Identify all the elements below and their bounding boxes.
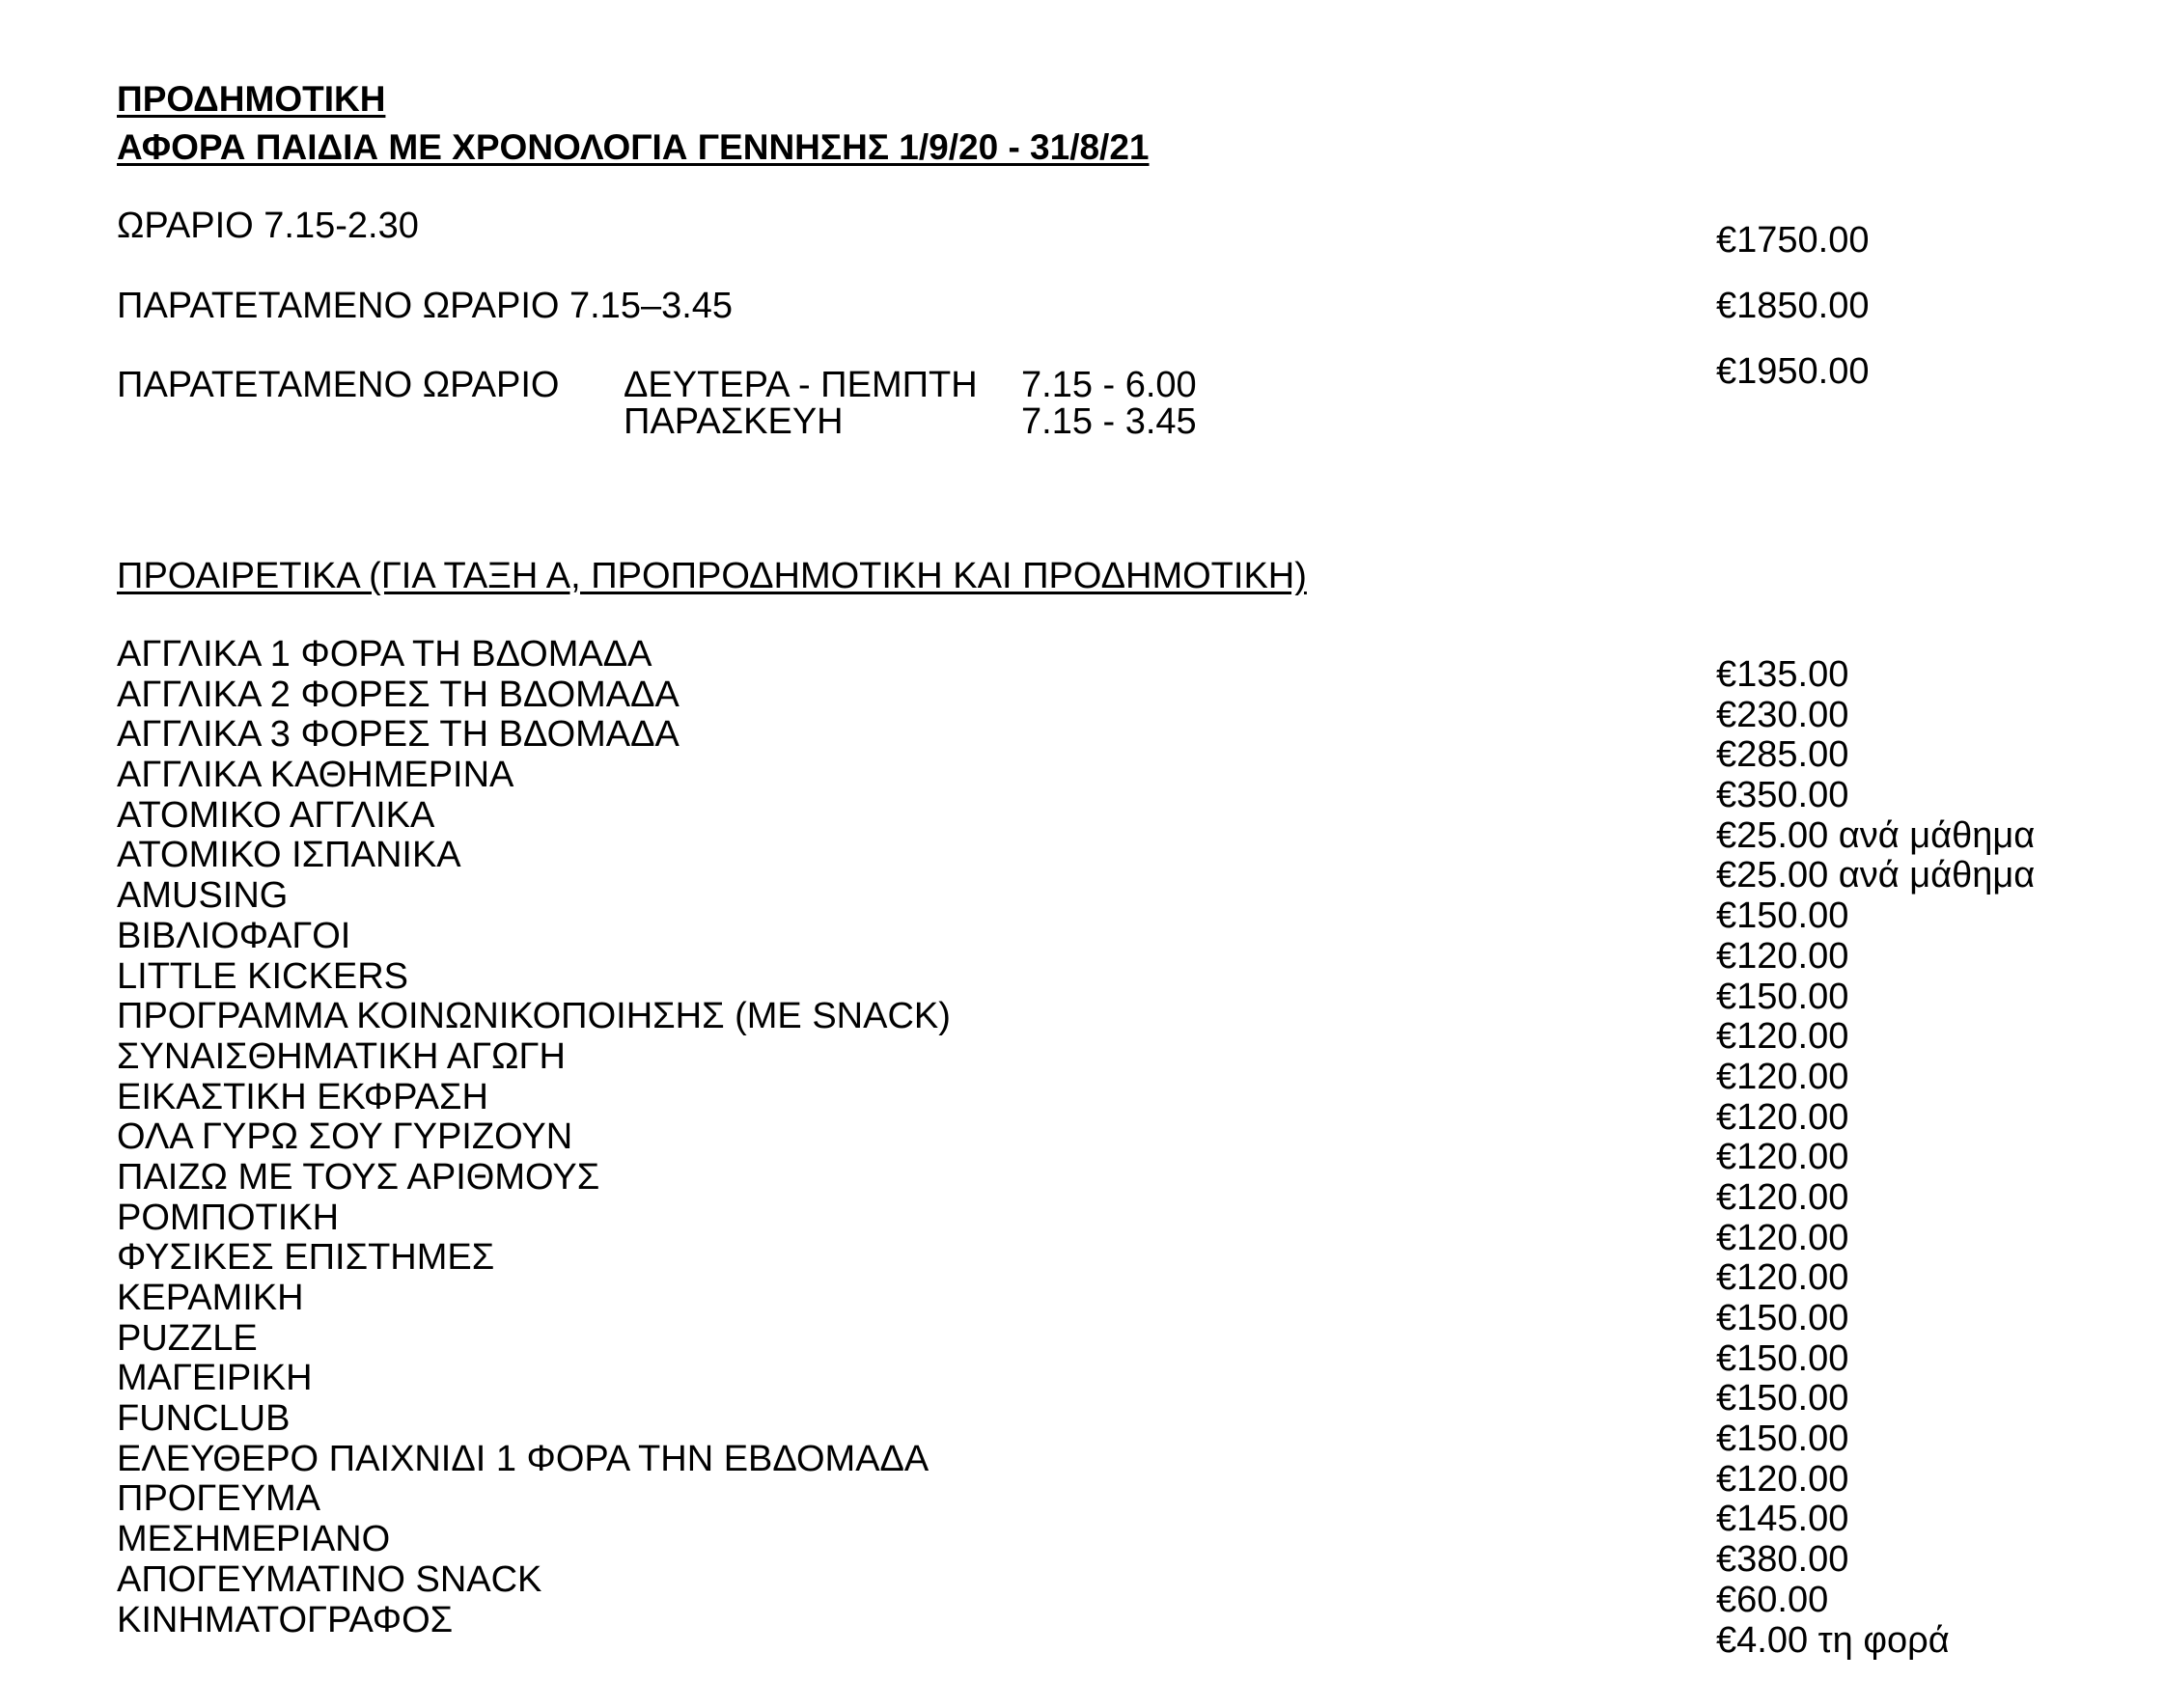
optional-items-list	[117, 635, 951, 1640]
list-item: ΕΛΕΥΘΕΡΟ ΠΑΙΧΝΙΔΙ 1 ΦΟΡΑ ΤΗΝ ΕΒΔΟΜΑΔΑ	[117, 1438, 929, 1479]
list-item: ΚΕΡΑΜΙΚΗ	[117, 1278, 304, 1318]
list-item-price: €145.00	[1716, 1499, 1849, 1540]
list-item-price: €60.00	[1716, 1579, 1829, 1620]
optional-heading: ΠΡΟΑΙΡΕΤΙΚΑ (ΓΙΑ ΤΑΞΗ Α, ΠΡΟΠΡΟΔΗΜΟΤΙΚΗ ΚΑΙ ΠΡΟΔΗΜΟΤΙΚΗ)	[117, 556, 1307, 596]
page-title: ΠΡΟΔΗΜΟΤΙΚΗ	[117, 79, 386, 119]
list-item: ΕΙΚΑΣΤΙΚΗ ΕΚΦΡΑΣΗ	[117, 1076, 488, 1117]
list-item-price: €4.00 τη φορά	[1716, 1619, 1950, 1661]
schedule-price-2: €1850.00	[1716, 286, 1870, 326]
list-item-price: €230.00	[1716, 694, 1849, 735]
schedule-3-days-line1: ΔΕΥΤΕΡΑ - ΠΕΜΠΤΗ	[624, 365, 978, 405]
list-item: ΣΥΝΑΙΣΘΗΜΑΤΙΚΗ ΑΓΩΓΗ	[117, 1035, 566, 1077]
list-item-price: €150.00	[1716, 1298, 1849, 1338]
list-item: ΑΓΓΛΙΚΑ 3 ΦΟΡΕΣ ΤΗ ΒΔΟΜΑΔΑ	[117, 714, 680, 756]
list-item-price: €135.00	[1716, 654, 1849, 695]
list-item: ΜΕΣΗΜΕΡΙΑΝΟ	[117, 1519, 391, 1560]
list-item: ΜΑΓΕΙΡΙΚΗ	[117, 1358, 313, 1399]
list-item: ΠΡΟΓΕΥΜΑ	[117, 1478, 320, 1520]
list-item: FUNCLUB	[117, 1398, 291, 1440]
list-item-price: €150.00	[1716, 1337, 1849, 1379]
list-item: ΑΓΓΛΙΚΑ 1 ΦΟΡΑ ΤΗ ΒΔΟΜΑΔΑ	[117, 634, 652, 675]
list-item-price: €285.00	[1716, 734, 1849, 776]
list-item: ΚΙΝΗΜΑΤΟΓΡΑΦΟΣ	[117, 1599, 454, 1640]
schedule-3-time-line1: 7.15 - 6.00	[1021, 365, 1197, 405]
list-item: ΒΙΒΛΙΟΦΑΓΟΙ	[117, 915, 351, 956]
list-item-price: €150.00	[1716, 1419, 1849, 1460]
list-item-price: €120.00	[1716, 1257, 1849, 1299]
list-item-price: €120.00	[1716, 1176, 1849, 1218]
list-item-price: €25.00 ανά μάθημα	[1716, 855, 2036, 896]
list-item-price: €380.00	[1716, 1539, 1849, 1581]
list-item: ΠΡΟΓΡΑΜΜΑ ΚΟΙΝΩΝΙΚΟΠΟΙΗΣΗΣ (ΜΕ SNACK)	[117, 996, 951, 1037]
list-item-price: €120.00	[1716, 1217, 1849, 1258]
list-item-price: €150.00	[1716, 976, 1849, 1017]
optional-prices-list	[1716, 655, 2035, 1661]
list-item-price: €120.00	[1716, 1137, 1849, 1178]
list-item: ΦΥΣΙΚΕΣ ΕΠΙΣΤΗΜΕΣ	[117, 1237, 495, 1279]
list-item: ΠΑΙΖΩ ΜΕ ΤΟΥΣ ΑΡΙΘΜΟΥΣ	[117, 1156, 600, 1198]
list-item-price: €350.00	[1716, 775, 1849, 816]
list-item-price: €25.00 ανά μάθημα	[1716, 814, 2036, 856]
list-item-price: €120.00	[1716, 1096, 1849, 1138]
schedule-3-time-line2: 7.15 - 3.45	[1021, 401, 1197, 442]
list-item-price: €150.00	[1716, 1378, 1849, 1419]
list-item: ΑΤΟΜΙΚΟ ΙΣΠΑΝΙΚΑ	[117, 835, 461, 876]
schedule-price-3: €1950.00	[1716, 351, 1870, 392]
list-item: ΑΓΓΛΙΚΑ ΚΑΘΗΜΕΡΙΝΑ	[117, 755, 514, 796]
page-subtitle: ΑΦΟΡΑ ΠΑΙΔΙΑ ΜΕ ΧΡΟΝΟΛΟΓΙΑ ΓΕΝΝΗΣΗΣ 1/9/20 - 31/8/21	[117, 127, 1150, 167]
schedule-label-2: ΠΑΡΑΤΕΤΑΜΕΝΟ ΩΡΑΡΙΟ 7.15–3.45	[117, 286, 734, 326]
list-item: PUZZLE	[117, 1317, 258, 1359]
schedule-label-3: ΠΑΡΑΤΕΤΑΜΕΝΟ ΩΡΑΡΙΟ	[117, 365, 560, 405]
list-item: ΑΤΟΜΙΚΟ ΑΓΓΛΙΚΑ	[117, 794, 435, 836]
schedule-label-1: ΩΡΑΡΙΟ 7.15-2.30	[117, 206, 419, 246]
list-item: ΡΟΜΠΟΤΙΚΗ	[117, 1197, 340, 1238]
schedule-price-1: €1750.00	[1716, 220, 1870, 261]
list-item-price: €150.00	[1716, 895, 1849, 937]
list-item: AMUSING	[117, 875, 289, 917]
list-item-price: €120.00	[1716, 935, 1849, 977]
list-item-price: €120.00	[1716, 1458, 1849, 1500]
list-item: ΑΠΟΓΕΥΜΑΤΙΝΟ SNACK	[117, 1558, 542, 1600]
list-item-price: €120.00	[1716, 1016, 1849, 1058]
list-item: LITTLE KICKERS	[117, 955, 408, 997]
list-item-price: €120.00	[1716, 1056, 1849, 1097]
list-item: ΑΓΓΛΙΚΑ 2 ΦΟΡΕΣ ΤΗ ΒΔΟΜΑΔΑ	[117, 674, 680, 715]
schedule-3-days-line2: ΠΑΡΑΣΚΕΥΗ	[624, 401, 844, 442]
list-item: ΟΛΑ ΓΥΡΩ ΣΟΥ ΓΥΡΙΖΟΥΝ	[117, 1116, 573, 1158]
